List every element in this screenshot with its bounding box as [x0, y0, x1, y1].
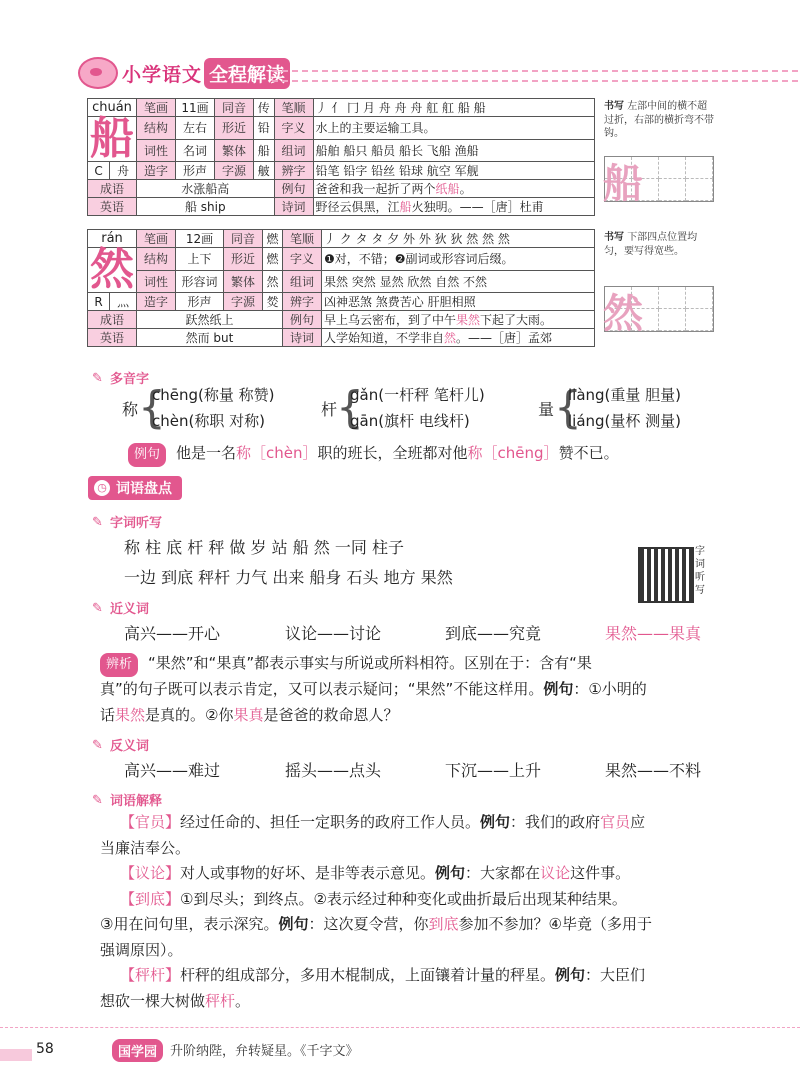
header-divider [272, 70, 798, 82]
brace-icon: { [554, 382, 582, 433]
pencil-icon: ✎ [92, 600, 103, 616]
header [78, 58, 290, 88]
brace-icon: { [138, 382, 166, 433]
section-dictation: ✎ 字词听写 [92, 514, 163, 531]
pencil-icon: ✎ [92, 737, 103, 753]
polyphone-example: 例句 他是一名称［chèn］职的班长，全班都对他称［chēng］赞不已。 [128, 441, 619, 467]
char-table-chuan: chuán 笔画 11画 同音 传 笔顺 丿 亻 冂 月 舟 舟 舟 舡 舡 船 船 船 结构 左右 形近 铅 字义 水上的主要运输工具。 词性 名词 繁体 船 组词 船舶 船只 船员 船长 飞船 渔船 C 舟 造字 形声 字源 𦨭 辨字 铅笔 铅字 铅丝 铅球 航空 军舰 成语 水涨船高 例句 爸爸和我一起折了两个纸船。 英语 船 ship 诗词 野径云俱黑，江船火独明。——［唐］杜甫 [87, 98, 595, 216]
page-number: 58 [36, 1041, 54, 1057]
footer-bar [0, 1049, 32, 1061]
pencil-icon: ✎ [92, 792, 103, 808]
section-antonyms: ✎ 反义词 [92, 737, 150, 754]
writing-note-ran: 书写 下部四点位置均匀，要写得宽些。 [604, 232, 698, 257]
guoxue-badge: 国学园 [112, 1039, 163, 1062]
writing-note-chuan: 书写 左部中间的横不超过折，右部的横折弯不带钩。 [604, 101, 714, 139]
footer-divider [0, 1027, 800, 1028]
qr-code-icon[interactable] [638, 547, 694, 603]
explanation-list: 【官员】经过任命的、担任一定职务的政府工作人员。例句：我们的政府官员应 当廉洁奉公。 【议论】对人或事物的好坏、是非等表示意见。例句：大家都在议论这件事。 【到底】①到尽头；到终点。②表示经过种种变化或曲折最后出现某种结果。 ③用在问句里，表示深究。例句：这次夏令营，你到底参加不参加？④毕竟（多用于 强调原因）。 【秤杆】杆秤的组成部分，多用木棍制成，上面镶着计量的秤星。例句：大臣们 想砍一棵大树做秤杆。 [100, 813, 652, 1010]
main-character: 然 [88, 248, 137, 293]
pinyin: chuán [88, 99, 137, 117]
brace-icon: { [336, 382, 364, 433]
pig-logo-icon [78, 57, 118, 89]
clock-icon: ◷ [94, 480, 110, 496]
brand-subtitle: 全程解读 [204, 58, 290, 89]
grid-character: 然 [603, 291, 643, 337]
pencil-icon: ✎ [92, 370, 103, 386]
section-polyphone: ✎ 多音字 [92, 370, 150, 387]
pencil-icon: ✎ [92, 514, 103, 530]
section-synonyms: ✎ 近义词 [92, 600, 150, 617]
brand-title: 小学语文 [122, 63, 203, 86]
stroke-order: 丿 亻 冂 月 舟 舟 舟 舡 舡 船 船 [313, 99, 594, 117]
grid-character: 船 [603, 161, 643, 207]
char-table-ran: rán 笔画 12画 同音 燃 笔顺 丿 ク タ タ 夕 外 外 狄 狄 然 然 然 然 结构 上下 形近 燃 字义 ❶对，不错；❷副词或形容词后缀。 词性 形容词 繁体 然 组词 果然 突然 显然 欣然 自然 不然 R 灬 造字 形声 字源 𤉷 辨字 凶神恶煞 煞费苦心 肝胆相照 成语 跃然纸上 例句 早上乌云密布，到了中午果然下起了大雨。 英语 然而 but 诗词 人学始知道，不学非自然。——［唐］孟郊 [87, 229, 595, 347]
main-character: 船 [88, 117, 137, 162]
section-explanations: ✎ 词语解释 [92, 792, 163, 809]
section-banner: ◷ 词语盘点 [88, 476, 182, 500]
synonym-analysis: 辨析 “果然”和“果真”都表示事实与所说或所料相符。区别在于：含有“果 真”的句子既可以表示肯定，又可以表示疑问；“果然”不能这样用。例句：①小明的 话果然是真的。②你果真是爸爸的救命恩人？ [100, 654, 647, 724]
footer-motto: 升阶纳陛，弁转疑星。《千字文》 [170, 1044, 359, 1059]
qr-label: 字词听写 [695, 546, 705, 596]
footer [0, 1035, 800, 1071]
